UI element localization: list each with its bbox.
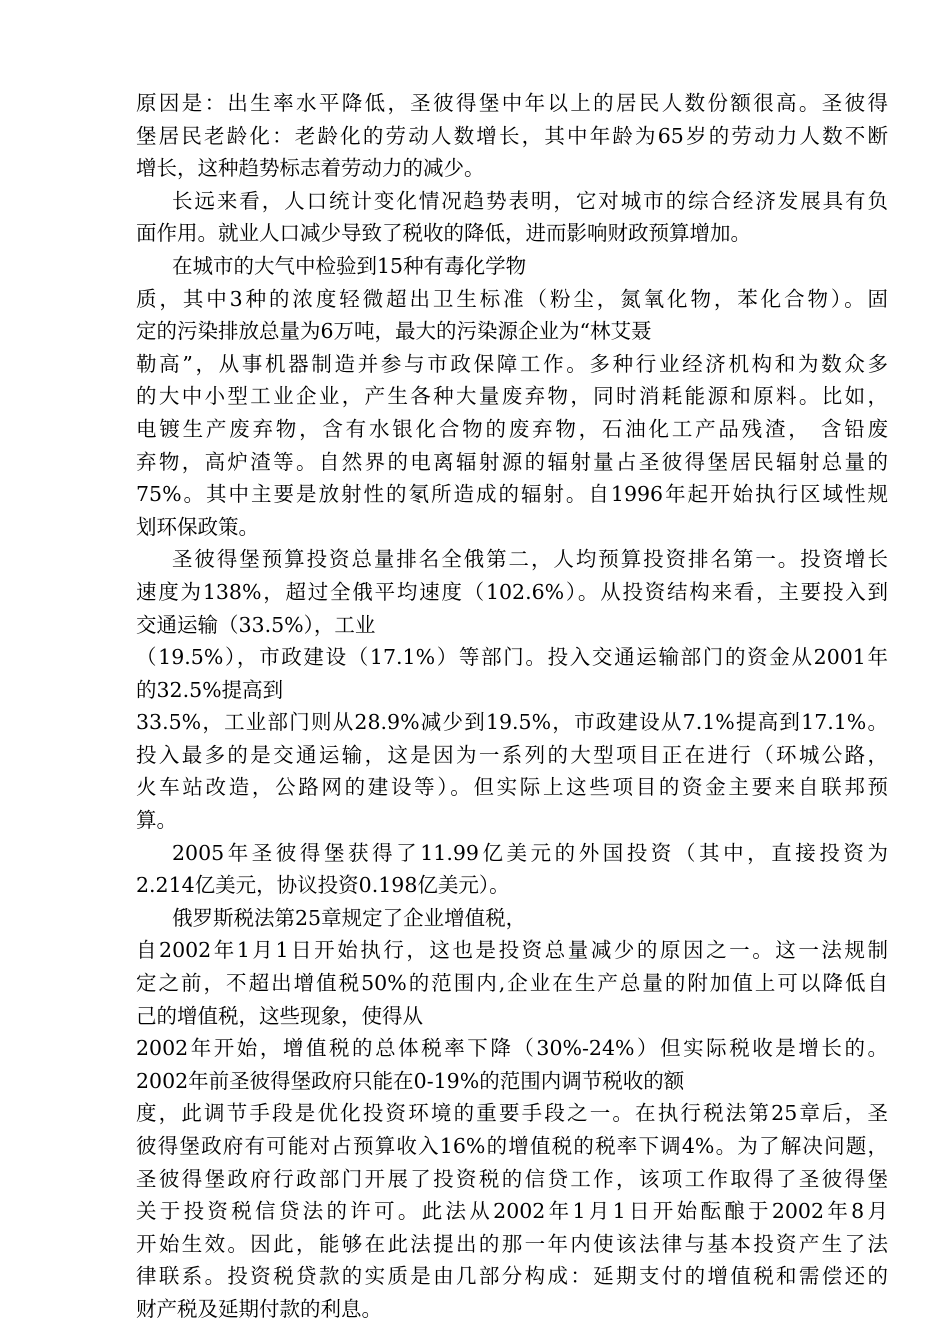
- text-line: 2002年前圣彼得堡政府只能在0-19%的范围内调节税收的额: [136, 1068, 685, 1093]
- text-line: 2005年圣彼得堡获得了11.99亿美元的外国投资（其中，直接投资为: [172, 840, 888, 865]
- text-line: 的大中小型工业企业，产生各种大量废弃物，同时消耗能源和原料。比如，: [136, 384, 888, 409]
- text-line: 律联系。投资税贷款的实质是由几部分构成：延期支付的增值税和需偿还的: [136, 1264, 888, 1289]
- text-line: 定之前，不超出增值税50%的范围内,企业在生产总量的附加值上可以降低自: [136, 971, 888, 996]
- text-line: 的32.5%提高到: [136, 677, 284, 702]
- text-line: 增长，这种趋势标志着劳动力的减少。: [136, 156, 485, 181]
- text-line: 长远来看，人口统计变化情况趋势表明，它对城市的综合经济发展具有负: [172, 188, 888, 213]
- text-line: 2.214亿美元，协议投资0.198亿美元）。: [136, 873, 510, 898]
- text-line: 2002年开始，增值税的总体税率下降（30%-24%）但实际税收是增长的。: [136, 1036, 888, 1061]
- text-line: 定的污染排放总量为6万吨，最大的污染源企业为“林艾聂: [136, 319, 652, 344]
- text-line: 划环保政策。: [136, 514, 259, 539]
- text-line: 开始生效。因此，能够在此法提出的那一年内使该法律与基本投资产生了法: [136, 1231, 888, 1256]
- text-line: 彼得堡政府有可能对占预算收入16%的增值税的税率下调4%。为了解决问题，: [136, 1134, 888, 1158]
- text-line: 自2002年1月1日开始执行，这也是投资总量减少的原因之一。这一法规制: [136, 938, 888, 963]
- text-line: 堡居民老龄化：老龄化的劳动人数增长，其中年龄为65岁的劳动力人数不断: [136, 123, 888, 148]
- text-line: 算。: [136, 808, 177, 833]
- text-line: 在城市的大气中检验到15种有毒化学物: [172, 253, 527, 278]
- text-line: 弃物，高炉渣等。自然界的电离辐射源的辐射量占圣彼得堡居民辐射总量的: [136, 449, 888, 474]
- document-page: [136, 87, 888, 1326]
- text-line: 财产税及延期付款的利息。: [136, 1296, 382, 1321]
- text-line: 己的增值税，这些现象，使得从: [136, 1003, 423, 1028]
- text-line: 关于投资税信贷法的许可。此法从2002年1月1日开始酝酿于2002年8月: [136, 1199, 888, 1224]
- text-line: 速度为138%，超过全俄平均速度（102.6%）。从投资结构来看，主要投入到: [136, 579, 888, 604]
- text-line: 电镀生产废弃物，含有水银化合物的废弃物，石油化工产品残渣， 含铅废: [136, 416, 888, 441]
- text-line: 火车站改造，公路网的建设等）。但实际上这些项目的资金主要来自联邦预: [136, 775, 888, 800]
- text-line: 原因是：出生率水平降低，圣彼得堡中年以上的居民人数份额很高。圣彼得: [136, 91, 888, 115]
- text-line: 勒高”，从事机器制造并参与市政保障工作。多种行业经济机构和为数众多: [136, 351, 888, 376]
- text-line: 圣彼得堡预算投资总量排名全俄第二，人均预算投资排名第一。投资增长: [172, 547, 888, 572]
- text-line: 75%。其中主要是放射性的氡所造成的辐射。自1996年起开始执行区域性规: [136, 482, 888, 507]
- text-line: 交通运输（33.5%），工业: [136, 612, 376, 637]
- text-line: 面作用。就业人口减少导致了税收的降低，进而影响财政预算增加。: [136, 221, 751, 246]
- text-line: 投入最多的是交通运输，这是因为一系列的大型项目正在进行（环城公路，: [136, 742, 888, 767]
- text-line: （19.5%），市政建设（17.1%）等部门。投入交通运输部门的资金从2001年: [136, 645, 888, 670]
- text-line: 33.5%，工业部门则从28.9%减少到19.5%，市政建设从7.1%提高到17.1%。: [136, 710, 888, 735]
- text-line: 俄罗斯税法第25章规定了企业增值税，: [172, 905, 527, 930]
- text-line: 圣彼得堡政府行政部门开展了投资税的信贷工作，该项工作取得了圣彼得堡: [136, 1166, 888, 1191]
- text-line: 质，其中3种的浓度轻微超出卫生标准（粉尘，氮氧化物，苯化合物）。固: [136, 286, 888, 311]
- text-line: 度，此调节手段是优化投资环境的重要手段之一。在执行税法第25章后，圣: [136, 1101, 888, 1126]
